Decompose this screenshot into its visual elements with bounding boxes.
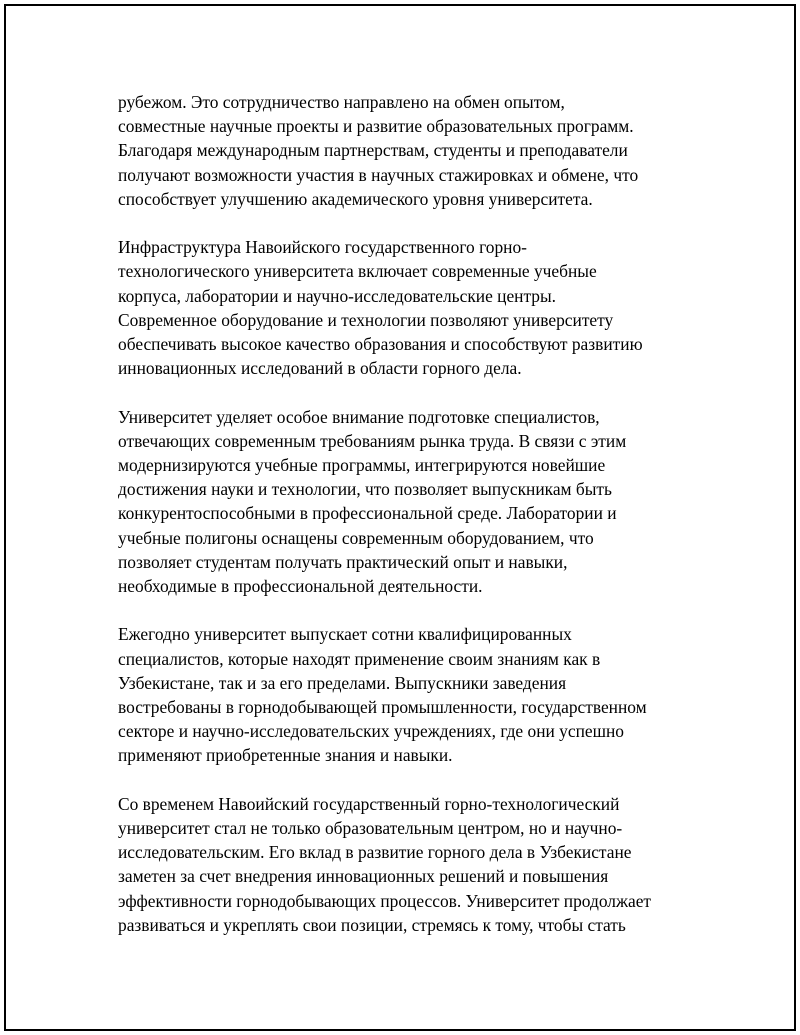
paragraph-international-cooperation bbox=[118, 90, 698, 211]
text-line: достижения науки и технологии, что позволяет выпускникам быть bbox=[118, 479, 612, 500]
text-line: Узбекистане, так и за его пределами. Выпускники заведения bbox=[118, 672, 567, 693]
text-line: Со временем Навоийский государственный горно-технологический bbox=[118, 793, 620, 814]
text-line: Современное оборудование и технологии позволяют университету bbox=[118, 309, 614, 330]
text-line: корпуса, лаборатории и научно-исследовательские центры. bbox=[118, 285, 557, 306]
paragraph-infrastructure bbox=[118, 235, 698, 380]
text-line: Ежегодно университет выпускает сотни квалифицированных bbox=[118, 624, 572, 645]
text-line: заметен за счет внедрения инновационных решений и повышения bbox=[118, 866, 609, 887]
text-line: конкурентоспособными в профессиональной среде. Лаборатории и bbox=[118, 503, 617, 524]
text-line: исследовательским. Его вклад в развитие горного дела в Узбекистане bbox=[118, 842, 632, 863]
text-line: необходимые в профессиональной деятельности. bbox=[118, 576, 483, 597]
text-line: востребованы в горнодобывающей промышленности, государственном bbox=[118, 697, 647, 718]
text-line: технологического университета включает современные учебные bbox=[118, 261, 597, 282]
text-line: способствует улучшению академического уровня университета. bbox=[118, 188, 593, 209]
document-body bbox=[118, 90, 698, 961]
text-line: применяют приобретенные знания и навыки. bbox=[118, 745, 453, 766]
text-line: позволяет студентам получать практический опыт и навыки, bbox=[118, 551, 568, 572]
text-line: модернизируются учебные программы, интегрируются новейшие bbox=[118, 455, 606, 476]
text-line: эффективности горнодобывающих процессов. Университет продолжает bbox=[118, 890, 652, 911]
text-line: инновационных исследований в области горного дела. bbox=[118, 358, 522, 379]
text-line: университет стал не только образовательным центром, но и научно- bbox=[118, 818, 623, 839]
text-line: развиваться и укреплять свои позиции, стремясь к тому, чтобы стать bbox=[118, 914, 626, 935]
text-line: Благодаря международным партнерствам, студенты и преподаватели bbox=[118, 140, 628, 161]
paragraph-specialist-training bbox=[118, 405, 698, 599]
text-line: Университет уделяет особое внимание подготовке специалистов, bbox=[118, 406, 600, 427]
paragraph-graduates bbox=[118, 622, 698, 767]
text-line: рубежом. Это сотрудничество направлено на обмен опытом, bbox=[118, 92, 565, 112]
text-line: обеспечивать высокое качество образования и способствуют развитию bbox=[118, 334, 643, 355]
text-line: секторе и научно-исследовательских учреждениях, где они успешно bbox=[118, 721, 624, 742]
text-line: Инфраструктура Навоийского государственного горно- bbox=[118, 237, 527, 258]
text-line: получают возможности участия в научных стажировках и обмене, что bbox=[118, 164, 639, 185]
text-line: специалистов, которые находят применение своим знаниям как в bbox=[118, 648, 601, 669]
paragraph-research-center bbox=[118, 792, 698, 937]
text-line: совместные научные проекты и развитие образовательных программ. bbox=[118, 116, 634, 137]
text-line: отвечающих современным требованиям рынка труда. В связи с этим bbox=[118, 430, 627, 451]
text-line: учебные полигоны оснащены современным оборудованием, что bbox=[118, 527, 594, 548]
